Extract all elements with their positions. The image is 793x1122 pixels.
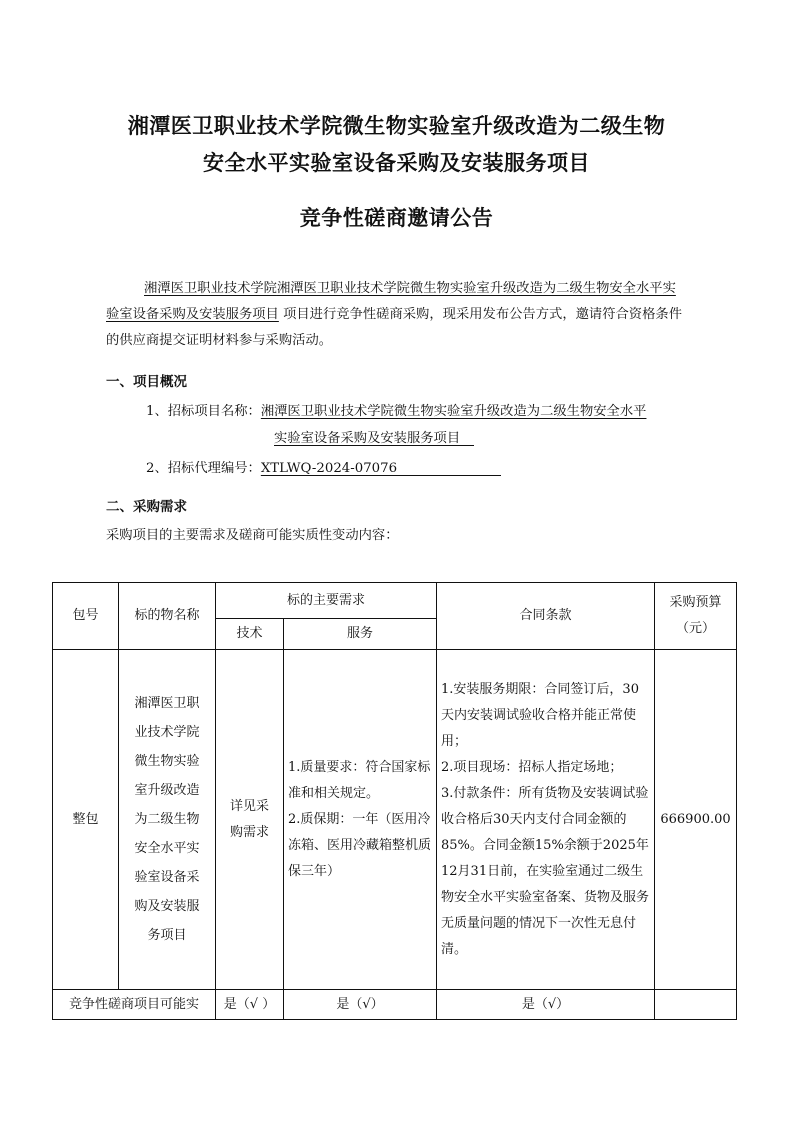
intro-buyer: 湘潭医卫职业技术学院 (144, 281, 277, 296)
cell-service (284, 650, 437, 990)
header-item-name: 标的物名称 (119, 583, 216, 650)
agency-code-value: XTLWQ-2024-07076 (260, 461, 398, 476)
cell-last-budget (655, 990, 737, 1020)
contract-term-3: 3.付款条件：所有货物及安装调试验收合格后30天内支付合同金额的85%。合同金额15%余额于2025年12月31日前，在实验室通过二级生物安全水平实验室备案、货物及服务无质量问题的情况下一次性无息付清。 (441, 785, 650, 957)
service-quality: 1.质量要求：符合国家标准和相关规定。 (288, 759, 431, 801)
section-2-description: 采购项目的主要需求及磋商可能实质性变动内容： (106, 528, 399, 543)
table-header-row-1 (53, 583, 737, 619)
header-main-requirements: 标的主要需求 (216, 583, 437, 619)
cell-last-label: 竞争性磋商项目可能实 (53, 990, 216, 1020)
project-name-row-2 (274, 427, 474, 446)
cell-item-name: 湘潭医卫职业技术学院微生物实验室升级改造为二级生物安全水平实验室设备采购及安装服务项目 (119, 650, 216, 990)
header-service: 服务 (284, 619, 437, 650)
project-name-label: 1、招标项目名称： (146, 404, 261, 419)
project-name-value-1: 湘潭医卫职业技术学院微生物实验室升级改造为二级生物安全水平 (260, 404, 647, 419)
cell-budget: 666900.00 (655, 650, 737, 990)
section-2-heading: 二、采购需求 (106, 499, 187, 515)
cell-package: 整包 (53, 650, 119, 990)
contract-term-1: 1.安装服务期限：合同签订后，30天内安装调试验收合格并能正常使用； (441, 681, 639, 749)
contract-term-2: 2.项目现场：招标人指定场地； (441, 759, 623, 775)
project-name-row (146, 400, 646, 419)
cell-contract (437, 650, 655, 990)
section-1-heading: 一、项目概况 (106, 374, 187, 390)
cell-last-service: 是（√） (284, 990, 437, 1020)
table-row (53, 990, 737, 1020)
title-line-2: 安全水平实验室设备采购及安装服务项目 (203, 151, 590, 175)
requirements-table (52, 582, 737, 1020)
title-line-1: 湘潭医卫职业技术学院微生物实验室升级改造为二级生物 (127, 114, 666, 138)
service-warranty: 2.质保期：一年（医用冷冻箱、医用冷藏箱整机质保三年） (288, 811, 432, 879)
agency-code-row (146, 457, 501, 476)
header-technology: 技术 (216, 619, 284, 650)
intro-paragraph (106, 276, 686, 354)
table-row (53, 650, 737, 990)
underline-blank (460, 431, 474, 446)
cell-last-contract: 是（√） (437, 990, 655, 1020)
title-line-3: 竞争性磋商邀请公告 (299, 206, 494, 230)
cell-last-tech: 是（√ ） (216, 990, 284, 1020)
header-package: 包号 (53, 583, 119, 650)
header-budget: 采购预算（元） (655, 583, 737, 650)
agency-code-label: 2、招标代理编号： (146, 461, 261, 476)
cell-technology: 详见采购需求 (216, 650, 284, 990)
header-contract-terms: 合同条款 (437, 583, 655, 650)
project-name-value-2: 实验室设备采购及安装服务项目 (274, 431, 461, 446)
underline-blank (397, 461, 501, 476)
intro-rest: 项目进行竞争性磋商采购，现采用发布公告方式，邀请符合资格条件的供应商提交证明材料参与采购活动。 (106, 307, 682, 348)
intro-project: 湘潭医卫职业技术学院微生物实验室升级改造为二级生物安全水平实验室设备采购及安装服务项目 (106, 281, 676, 322)
